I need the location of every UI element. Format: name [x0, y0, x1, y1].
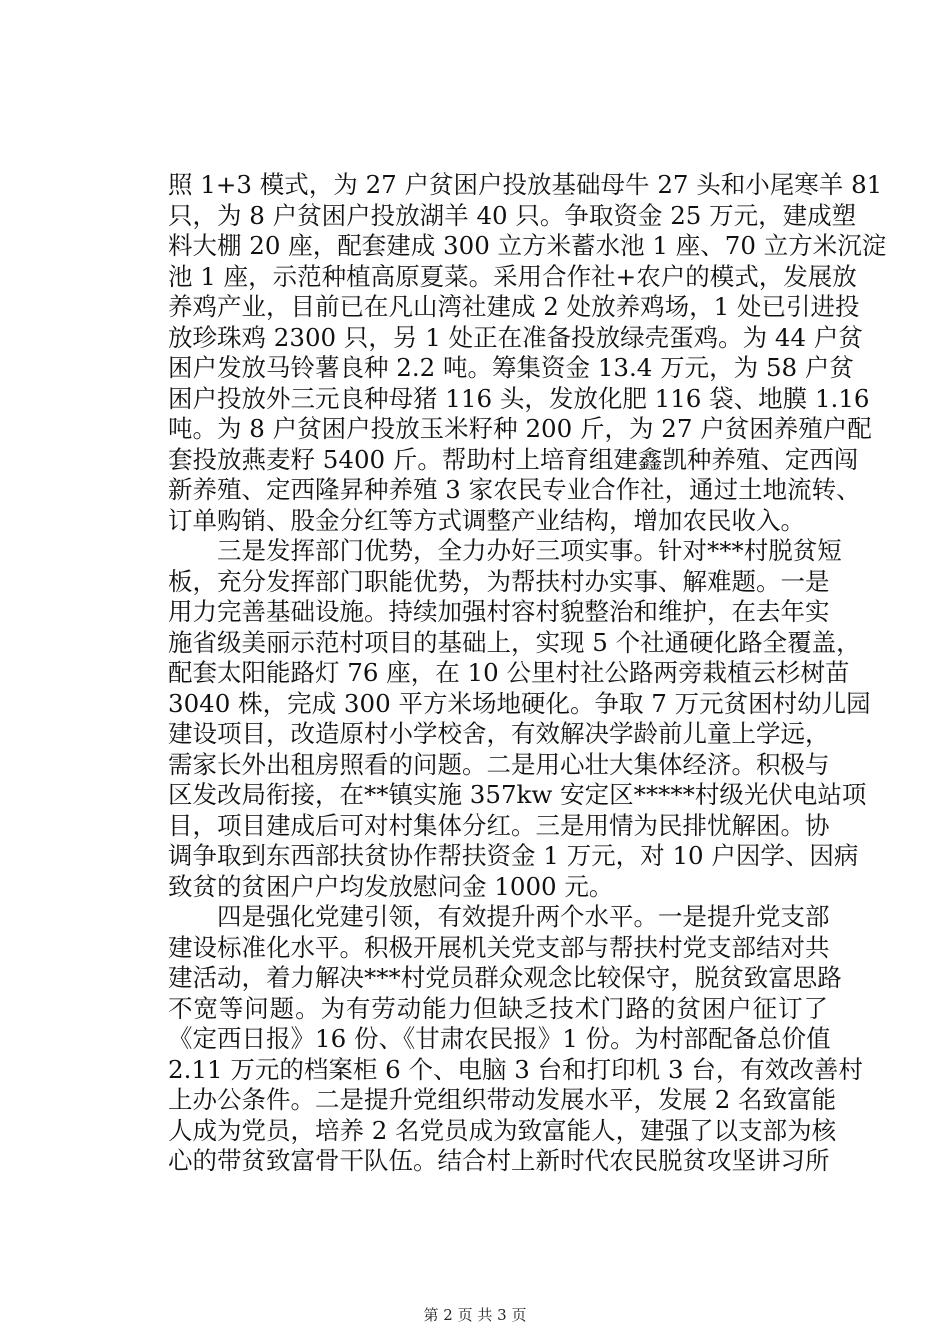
text-line: 吨。为 8 户贫困户投放玉米籽种 200 斤，为 27 户贫困养殖户配 [168, 414, 872, 443]
text-line: 需家长外出租房照看的问题。二是用心壮大集体经济。积极与 [168, 749, 830, 779]
text-line: 不宽等问题。为有劳动能力但缺乏技术门路的贫困户征订了 [168, 993, 828, 1023]
text-line: 四是强化党建引领，有效提升两个水平。一是提升党支部 [168, 902, 830, 931]
text-line: 照 1+3 模式，为 27 户贫困户投放基础母牛 27 头和小尾寒羊 81 [168, 170, 883, 199]
text-line: 上办公条件。二是提升党组织带动发展水平，发展 2 名致富能 [168, 1085, 837, 1114]
text-line: 目，项目建成后可对村集体分红。三是用情为民排忧解困。协 [168, 810, 830, 840]
text-line: 心的带贫致富骨干队伍。结合村上新时代农民脱贫攻坚讲习所 [168, 1146, 830, 1175]
text-line: 建设项目，改造原村小学校舍，有效解决学龄前儿童上学远， [168, 719, 830, 748]
text-line: 困户发放马铃薯良种 2.2 吨。筹集资金 13.4 万元，为 58 户贫 [168, 353, 854, 382]
text-line: 只，为 8 户贫困户投放湖羊 40 只。争取资金 25 万元，建成塑 [168, 200, 857, 230]
text-line: 三是发挥部门优势，全力办好三项实事。针对***村脱贫短 [168, 536, 842, 565]
text-line: 配套太阳能路灯 76 座，在 10 公里村社公路两旁栽植云杉树苗 [168, 658, 850, 687]
text-line: 用力完善基础设施。持续加强村容村貌整治和维护，在去年实 [168, 597, 830, 626]
text-line: 板，充分发挥部门职能优势，为帮扶村办实事、解难题。一是 [168, 566, 830, 596]
text-line: 《定西日报》16 份、《甘肃农民报》1 份。为村部配备总价值 [168, 1024, 831, 1053]
text-line: 2.11 万元的档案柜 6 个、电脑 3 台和打印机 3 台，有效改善村 [168, 1054, 863, 1084]
text-line: 料大棚 20 座，配套建成 300 立方米蓄水池 1 座、70 立方米沉淀 [168, 231, 887, 260]
text-line: 新养殖、定西隆昇种养殖 3 家农民专业合作社，通过土地流转、 [168, 475, 861, 504]
text-line: 3040 株，完成 300 平方米场地硬化。争取 7 万元贫困村幼儿园 [168, 688, 871, 718]
body-text [168, 170, 887, 1177]
text-line: 致贫的贫困户户均发放慰问金 1000 元。 [168, 871, 614, 901]
text-line: 区发改局衔接，在**镇实施 357kw 安定区*****村级光伏电站项 [168, 780, 867, 809]
text-line: 养鸡产业，目前已在凡山湾社建成 2 处放养鸡场，1 处已引进投 [168, 292, 860, 321]
text-line: 放珍珠鸡 2300 只，另 1 处正在准备投放绿壳蛋鸡。为 44 户贫 [168, 322, 863, 352]
text-line: 订单购销、股金分红等方式调整产业结构，增加农民收入。 [168, 505, 805, 535]
text-line: 建活动，着力解决***村党员群众观念比较保守，脱贫致富思路 [168, 963, 842, 992]
text-line: 施省级美丽示范村项目的基础上，实现 5 个社通硬化路全覆盖， [168, 627, 861, 657]
text-line: 池 1 座，示范种植高原夏菜。采用合作社+农户的模式，发展放 [168, 261, 857, 291]
text-line: 套投放燕麦籽 5400 斤。帮助村上培育组建鑫凯种养殖、定西闯 [168, 444, 859, 474]
page-footer: 第 2 页 共 3 页 [423, 1306, 527, 1324]
text-line: 调争取到东西部扶贫协作帮扶资金 1 万元，对 10 户因学、因病 [168, 841, 859, 870]
text-line: 人成为党员，培养 2 名党员成为致富能人，建强了以支部为核 [168, 1115, 837, 1145]
text-line: 建设标准化水平。积极开展机关党支部与帮扶村党支部结对共 [168, 932, 830, 962]
text-line: 困户投放外三元良种母猪 116 头，发放化肥 116 袋、地膜 1.16 [168, 383, 870, 413]
